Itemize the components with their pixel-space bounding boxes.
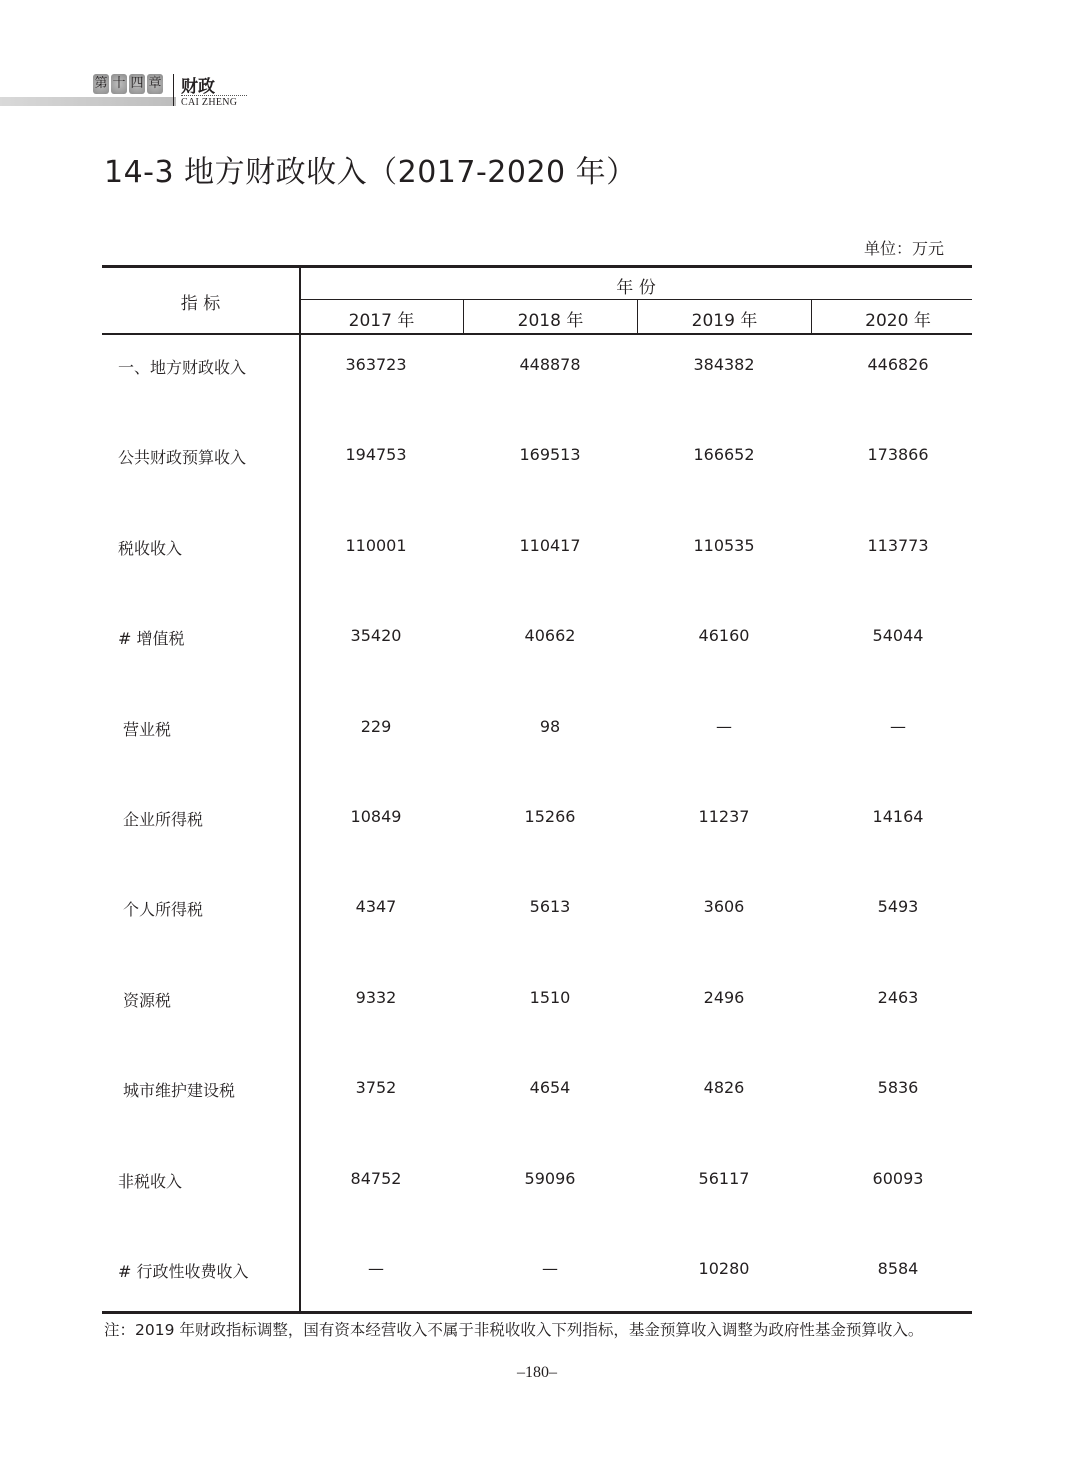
table-cell: 10849 xyxy=(350,807,402,826)
table-cell: 56117 xyxy=(698,1169,750,1188)
row-label: # 增值税 xyxy=(118,629,185,648)
row-label: 企业所得税 xyxy=(123,810,204,829)
table-cell: 194753 xyxy=(345,445,407,464)
table-cell: 15266 xyxy=(524,807,576,826)
table-cell: — xyxy=(542,1259,558,1278)
table-cell: 2496 xyxy=(703,988,745,1007)
table-cell: — xyxy=(716,717,732,736)
table-cell: 5836 xyxy=(877,1078,919,1097)
table-cell: — xyxy=(368,1259,384,1278)
table-cell: 8584 xyxy=(877,1259,919,1278)
table-cell: 11237 xyxy=(698,807,750,826)
table-top-rule xyxy=(102,265,972,268)
year-group-rule xyxy=(300,299,972,300)
chapter-badge xyxy=(93,74,163,94)
header-dotted-rule xyxy=(181,95,247,96)
chapter-char: 章 xyxy=(147,74,163,94)
chapter-char: 四 xyxy=(129,74,145,94)
year-header: 2020 年 xyxy=(865,311,931,331)
table-cell: 4826 xyxy=(703,1078,745,1097)
table-cell: 446826 xyxy=(867,355,929,374)
section-title-cn: 财政 xyxy=(181,77,215,97)
table-cell: 169513 xyxy=(519,445,581,464)
row-label: 营业税 xyxy=(123,720,172,739)
table-cell: 110417 xyxy=(519,536,581,555)
table-cell: 54044 xyxy=(872,626,924,645)
page-number: –180– xyxy=(517,1364,557,1381)
indicator-header: 指 标 xyxy=(180,294,221,314)
section-title-en: CAI ZHENG xyxy=(181,97,238,108)
table-cell: 229 xyxy=(360,717,392,736)
table-cell: 363723 xyxy=(345,355,407,374)
table-cell: 384382 xyxy=(693,355,755,374)
row-label: 一、地方财政收入 xyxy=(118,358,247,377)
year-header: 2018 年 xyxy=(517,311,584,331)
table-cell: 5493 xyxy=(877,897,919,916)
table-cell: 2463 xyxy=(877,988,919,1007)
table-cell: 5613 xyxy=(529,897,571,916)
row-label: 税收收入 xyxy=(118,539,183,558)
row-label: # 行政性收费收入 xyxy=(118,1262,249,1281)
table-cell: 3752 xyxy=(355,1078,397,1097)
table-cell: 173866 xyxy=(867,445,929,464)
table-cell: 3606 xyxy=(703,897,745,916)
table-cell: 448878 xyxy=(519,355,581,374)
table-cell: 40662 xyxy=(524,626,576,645)
header-decorative-bar xyxy=(0,97,176,106)
table-footnote: 注：2019 年财政指标调整，国有资本经营收入不属于非税收收入下列指标，基金预算收入调整为政府性基金预算收入。 xyxy=(104,1321,924,1339)
stub-divider xyxy=(299,268,301,1313)
table-bottom-rule xyxy=(102,1311,972,1314)
table-cell: 60093 xyxy=(872,1169,924,1188)
table-cell: 84752 xyxy=(350,1169,402,1188)
header-separator xyxy=(173,74,174,106)
table-cell: 166652 xyxy=(693,445,755,464)
table-cell: 113773 xyxy=(867,536,929,555)
row-label: 公共财政预算收入 xyxy=(118,448,247,467)
year-header: 2019 年 xyxy=(691,311,758,331)
row-label: 资源税 xyxy=(123,991,172,1010)
table-cell: 46160 xyxy=(698,626,750,645)
year-header: 2017 年 xyxy=(348,311,415,331)
table-cell: 110001 xyxy=(345,536,407,555)
unit-label: 单位：万元 xyxy=(863,239,944,258)
row-label: 城市维护建设税 xyxy=(123,1081,236,1100)
row-label: 个人所得税 xyxy=(123,900,204,919)
chapter-char: 第 xyxy=(93,74,109,94)
header-bottom-rule xyxy=(102,333,972,335)
table-cell: 4347 xyxy=(355,897,397,916)
table-cell: 110535 xyxy=(693,536,755,555)
table-cell: 35420 xyxy=(350,626,402,645)
table-cell: — xyxy=(890,717,906,736)
table-cell: 10280 xyxy=(698,1259,750,1278)
table-cell: 9332 xyxy=(355,988,397,1007)
table-cell: 14164 xyxy=(872,807,924,826)
table-title: 14-3 地方财政收入（2017-2020 年） xyxy=(104,155,637,190)
table-cell: 1510 xyxy=(529,988,571,1007)
table-cell: 59096 xyxy=(524,1169,576,1188)
year-group-header: 年 份 xyxy=(616,278,656,298)
table-cell: 98 xyxy=(539,717,561,736)
chapter-char: 十 xyxy=(111,74,127,94)
row-label: 非税收入 xyxy=(118,1172,183,1191)
table-cell: 4654 xyxy=(529,1078,571,1097)
